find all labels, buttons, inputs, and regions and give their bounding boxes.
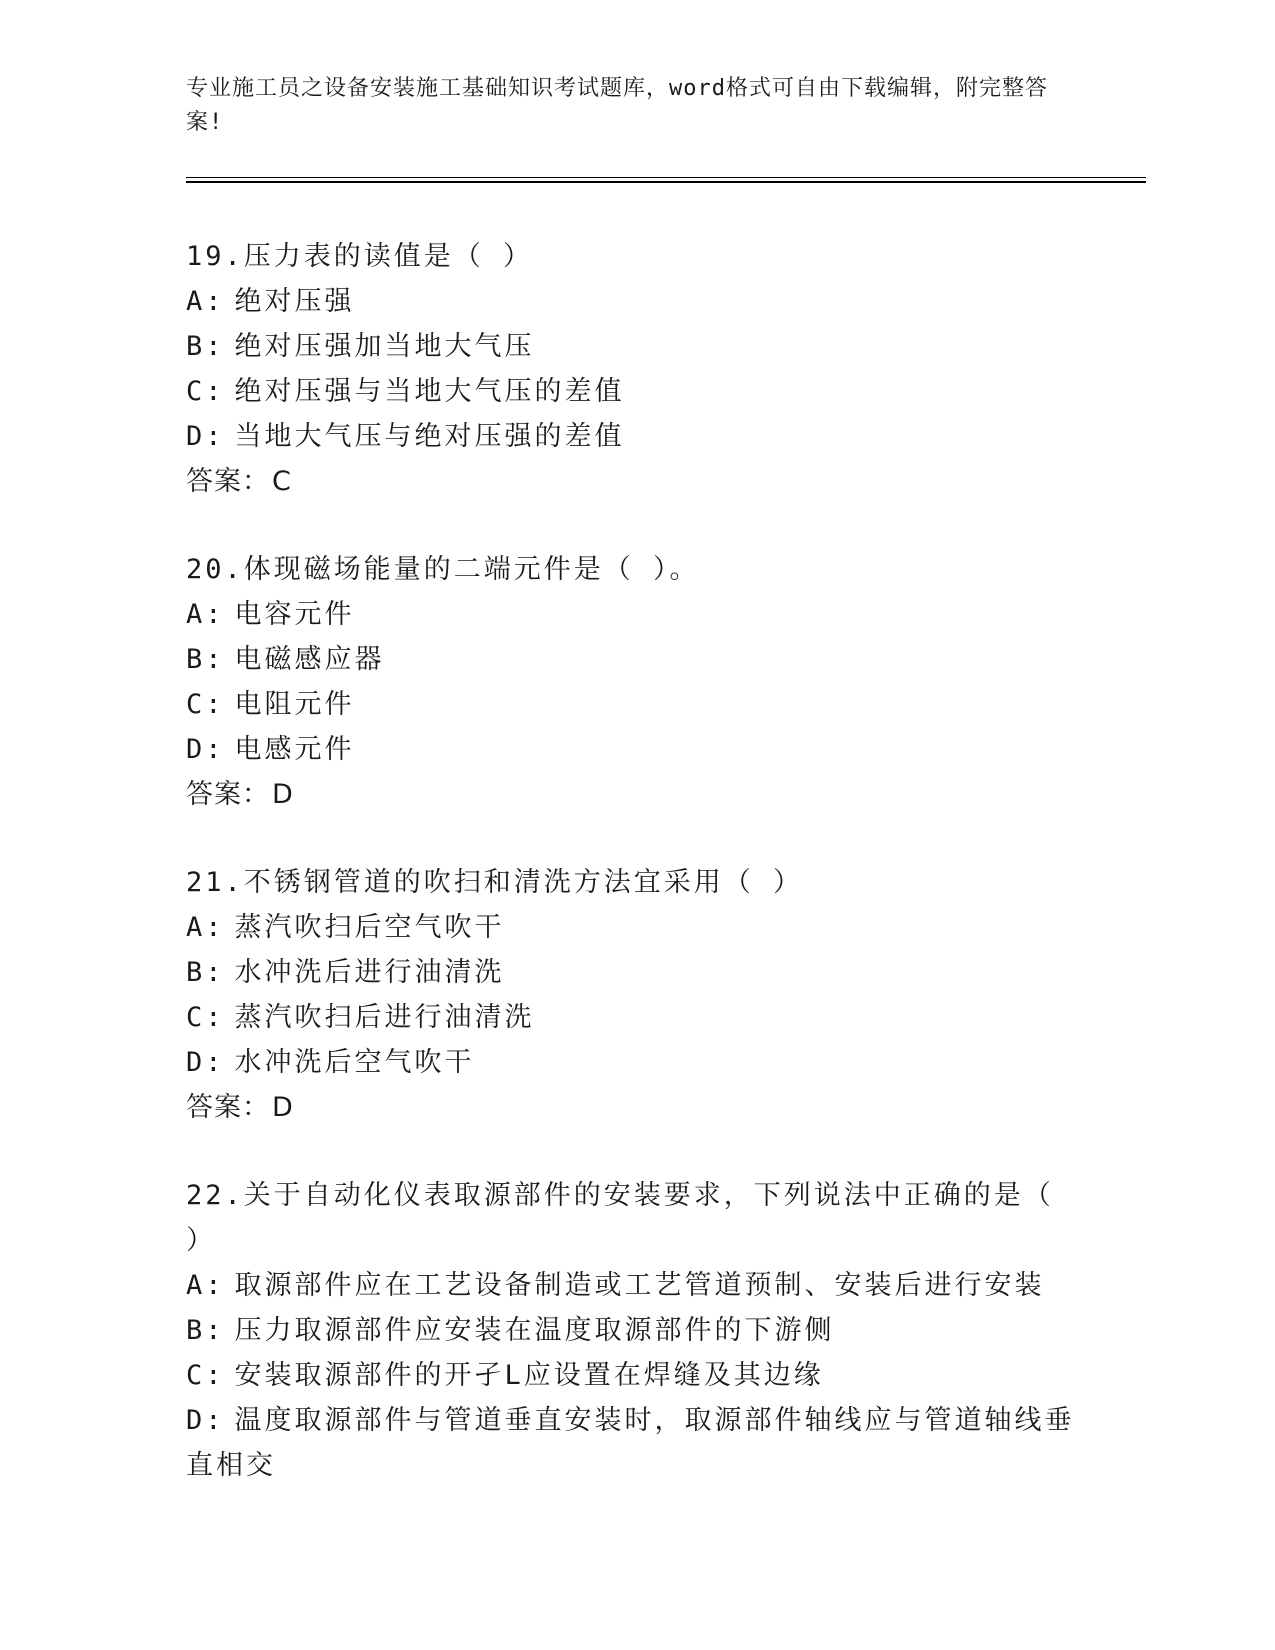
option-key: C: [186, 1360, 225, 1391]
option-key: D: [186, 421, 225, 452]
question-20 [186, 547, 1086, 817]
answer-label: 答案： [186, 1092, 270, 1123]
question-19 [186, 234, 1086, 504]
option-text: 压力取源部件应安装在温度取源部件的下游侧 [234, 1315, 835, 1346]
option-text: 蒸汽吹扫后进行油清洗 [234, 1002, 535, 1033]
answer [186, 459, 1086, 504]
option-key: B: [186, 644, 225, 675]
question-list [186, 234, 1086, 1531]
option-text: 电磁感应器 [234, 644, 385, 675]
answer-value: C [272, 466, 292, 497]
answer-label: 答案： [186, 466, 270, 497]
option-key: A: [186, 286, 225, 317]
option-key: B: [186, 1315, 225, 1346]
option-a [186, 1263, 1086, 1308]
option-text: 蒸汽吹扫后空气吹干 [234, 912, 505, 943]
option-d [186, 414, 1086, 459]
question-stem: 20.体现磁场能量的二端元件是（ ）。 [186, 554, 700, 585]
option-key: A: [186, 599, 225, 630]
option-c [186, 682, 1086, 727]
option-d [186, 1040, 1086, 1085]
option-c [186, 995, 1086, 1040]
option-c [186, 1353, 1086, 1398]
question-22 [186, 1173, 1086, 1488]
option-text: 水冲洗后进行油清洗 [234, 957, 505, 988]
answer-value: D [272, 1092, 294, 1123]
option-key: D: [186, 734, 225, 765]
option-key: B: [186, 957, 225, 988]
question-stem: 21.不锈钢管道的吹扫和清洗方法宜采用（ ） [186, 867, 804, 898]
option-key: C: [186, 689, 225, 720]
option-a [186, 592, 1086, 637]
option-key: C: [186, 1002, 225, 1033]
option-text: 安装取源部件的开孑L应设置在焊缝及其边缘 [234, 1360, 824, 1391]
option-c [186, 369, 1086, 414]
option-text: 绝对压强加当地大气压 [234, 331, 535, 362]
answer-value: D [272, 779, 294, 810]
option-b [186, 1308, 1086, 1353]
answer [186, 1085, 1086, 1130]
question-21 [186, 860, 1086, 1130]
option-b [186, 324, 1086, 369]
option-text: 电阻元件 [234, 689, 355, 720]
question-stem: 19.压力表的读值是（ ） [186, 241, 534, 272]
option-text: 电感元件 [234, 734, 355, 765]
option-key: C: [186, 376, 225, 407]
header-divider-thin [186, 177, 1146, 178]
header-divider-thick [186, 181, 1146, 183]
option-key: A: [186, 912, 225, 943]
option-a [186, 905, 1086, 950]
option-d [186, 727, 1086, 772]
option-text: 绝对压强与当地大气压的差值 [234, 376, 625, 407]
option-b [186, 637, 1086, 682]
option-text: 温度取源部件与管道垂直安装时，取源部件轴线应与管道轴线垂直相交 [186, 1405, 1075, 1481]
question-stem: 22.关于自动化仪表取源部件的安装要求，下列说法中正确的是（ ） [186, 1180, 1054, 1256]
answer [186, 772, 1086, 817]
document-header: 专业施工员之设备安装施工基础知识考试题库，word格式可自由下载编辑，附完整答案! [186, 76, 1048, 135]
option-text: 取源部件应在工艺设备制造或工艺管道预制、安装后进行安装 [234, 1270, 1045, 1301]
option-text: 当地大气压与绝对压强的差值 [234, 421, 625, 452]
option-text: 绝对压强 [234, 286, 355, 317]
option-a [186, 279, 1086, 324]
option-key: B: [186, 331, 225, 362]
option-d [186, 1398, 1086, 1488]
option-key: D: [186, 1405, 225, 1436]
option-key: D: [186, 1047, 225, 1078]
option-text: 水冲洗后空气吹干 [234, 1047, 475, 1078]
option-key: A: [186, 1270, 225, 1301]
option-b [186, 950, 1086, 995]
option-text: 电容元件 [234, 599, 355, 630]
answer-label: 答案： [186, 779, 270, 810]
